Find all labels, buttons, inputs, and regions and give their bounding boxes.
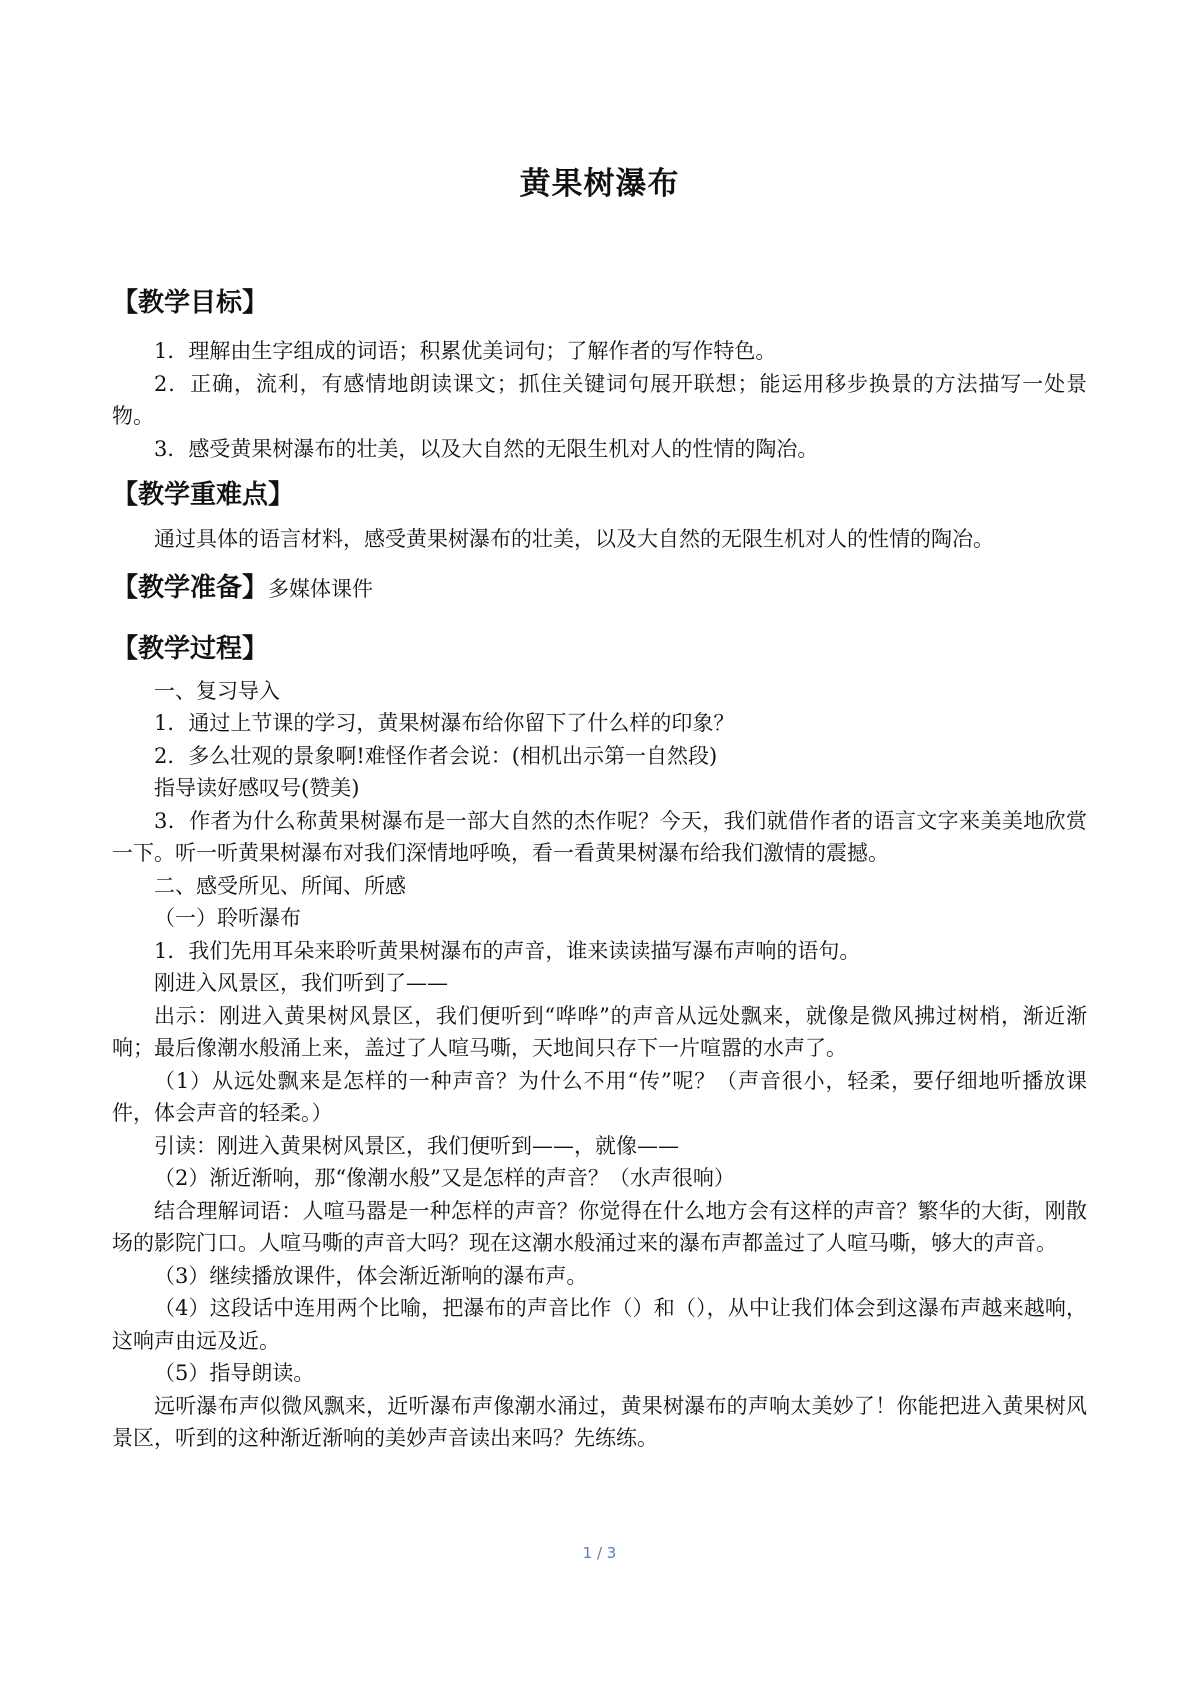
section-heading-key-points: 【教学重难点】 xyxy=(112,480,295,510)
process-paragraph: 二、感受所见、所闻、所感 xyxy=(154,873,406,898)
process-paragraph: （2）渐近渐响，那“像潮水般”又是怎样的声音？（水声很响） xyxy=(154,1166,735,1190)
process-paragraph: 远听瀑布声似微风飘来，近听瀑布声像潮水涌过，黄果树瀑布的声响太美妙了！你能把进入黄果树风景区，听到的这种渐近渐响的美妙声音读出来吗？先练练。 xyxy=(112,1393,1087,1450)
key-points-text: 通过具体的语言材料，感受黄果树瀑布的壮美，以及大自然的无限生机对人的性情的陶冶。 xyxy=(154,527,994,551)
process-paragraph: （4）这段话中连用两个比喻，把瀑布的声音比作（）和（），从中让我们体会到这瀑布声越来越响，这响声由远及近。 xyxy=(112,1296,1087,1353)
process-paragraph: 3．作者为什么称黄果树瀑布是一部大自然的杰作呢？今天，我们就借作者的语言文字来美美地欣赏一下。听一听黄果树瀑布对我们深情地呼唤，看一看黄果树瀑布给我们激情的震撼。 xyxy=(112,808,1087,865)
section-preparation xyxy=(112,568,1087,609)
goal-item: 2．正确，流利，有感情地朗读课文；抓住关键词句展开联想；能运用移步换景的方法描写一处景物。 xyxy=(112,371,1087,428)
document-body xyxy=(112,283,1087,1455)
process-paragraph: 1．通过上节课的学习，黄果树瀑布给你留下了什么样的印象？ xyxy=(154,711,735,735)
process-paragraph: 一、复习导入 xyxy=(154,678,280,703)
process-paragraph: 1．我们先用耳朵来聆听黄果树瀑布的声音，谁来读读描写瀑布声响的语句。 xyxy=(154,938,861,963)
process-paragraph: 结合理解词语：人喧马嚣是一种怎样的声音？你觉得在什么地方会有这样的声音？繁华的大街，刚散场的影院门口。人喧马嘶的声音大吗？现在这潮水般涌过来的瀑布声都盖过了人喧马嘶，够大的声音。 xyxy=(112,1198,1087,1255)
goal-item: 1．理解由生字组成的词语；积累优美词句；了解作者的写作特色。 xyxy=(154,339,777,363)
process-paragraph: 指导读好感叹号(赞美) xyxy=(154,776,360,800)
page-number: 1 / 3 xyxy=(582,1544,617,1562)
section-heading-preparation: 【教学准备】 xyxy=(112,572,269,603)
goal-item: 3．感受黄果树瀑布的壮美，以及大自然的无限生机对人的性情的陶冶。 xyxy=(154,436,819,461)
process-paragraph: （1）从远处飘来是怎样的一种声音？为什么不用“传”呢？（声音很小，轻柔，要仔细地听播放课件，体会声音的轻柔。） xyxy=(112,1068,1087,1125)
process-paragraph: （5）指导朗读。 xyxy=(154,1361,315,1385)
section-heading-process: 【教学过程】 xyxy=(112,633,269,664)
process-paragraph: （一）聆听瀑布 xyxy=(154,906,301,930)
section-heading-goals: 【教学目标】 xyxy=(112,288,269,318)
document-page xyxy=(112,0,1087,1684)
preparation-text: 多媒体课件 xyxy=(268,576,374,601)
process-paragraph: 2．多么壮观的景象啊!难怪作者会说：(相机出示第一自然段) xyxy=(154,743,718,768)
process-paragraph: 引读：刚进入黄果树风景区，我们便听到——，就像—— xyxy=(154,1133,679,1158)
process-paragraph: 刚进入风景区，我们听到了—— xyxy=(154,971,448,995)
process-paragraph: 出示：刚进入黄果树风景区，我们便听到“哗哗”的声音从远处飘来，就像是微风拂过树梢，渐近渐响；最后像潮水般涌上来，盖过了人喧马嘶，天地间只存下一片喧嚣的水声了。 xyxy=(112,1003,1087,1060)
process-paragraph: （3）继续播放课件，体会渐近渐响的瀑布声。 xyxy=(154,1263,588,1288)
document-title: 黄果树瀑布 xyxy=(519,166,680,202)
